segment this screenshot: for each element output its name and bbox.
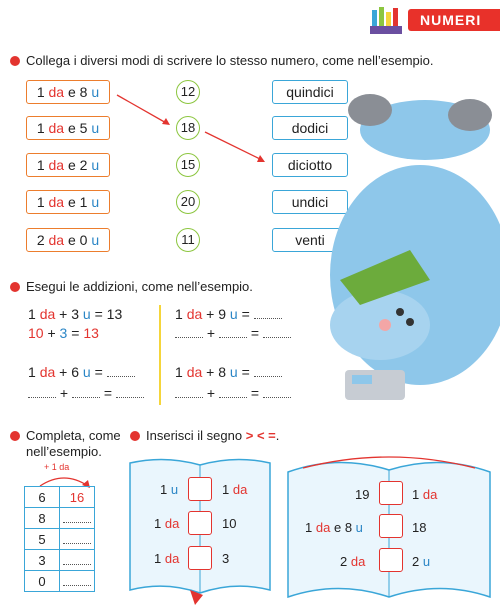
left-box: 1 da e 8 u [26,80,110,104]
sign-box[interactable] [379,514,403,538]
bullet-dot [10,282,20,292]
table-row: 6 16 [25,487,95,508]
completion-table [24,486,95,592]
compare-right: 1 da [222,482,248,497]
compare-left: 1 u [160,482,179,497]
header-title: NUMERI [420,12,482,28]
number-circle: 15 [176,153,200,177]
word-box: undici [272,190,348,214]
sign-box[interactable] [188,546,212,570]
sign-box[interactable] [379,548,403,572]
left-box: 1 da e 2 u [26,153,110,177]
divider-line [159,305,161,405]
arrow-label: + 1 da [44,462,70,472]
compare-left: 1 da [154,551,180,566]
compare-right: 1 da [412,487,438,502]
exercise3-instruction: Completa, come [26,428,121,443]
compare-left: 1 da [154,516,180,531]
answer-line[interactable]: + = [175,385,291,401]
example-line-1: 1 da + 3 u = 13 [28,306,123,322]
sign-box[interactable] [188,477,212,501]
left-box: 1 da e 5 u [26,116,110,140]
answer-line[interactable]: + = [175,325,291,341]
addition-item: 1 da + 8 u = [175,364,282,380]
compare-right: 10 [222,516,237,531]
exercise1-instruction: Collega i diversi modi di scrivere lo stesso numero, come nell’esempio. [26,53,434,68]
word-box: quindici [272,80,348,104]
table-row: 3 [25,550,95,571]
number-circle: 20 [176,190,200,214]
exercise3-instruction-2: nell’esempio. [26,444,102,459]
mascot-illustration [300,90,500,420]
compare-left: 19 [355,487,370,502]
bullet-dot [130,431,140,441]
sign-box[interactable] [379,481,403,505]
left-box: 1 da e 1 u [26,190,110,214]
compare-left: 1 da e 8 u [305,520,363,535]
table-row: 8 [25,508,95,529]
example-line-2: 10 + 3 = 13 [28,325,99,341]
addition-item: 1 da + 9 u = [175,306,282,322]
addition-item: 1 da + 6 u = [28,364,135,380]
compare-left: 2 da [340,554,366,569]
number-circle: 11 [176,228,200,252]
word-box: diciotto [272,153,348,177]
number-circle: 18 [176,116,200,140]
word-box: dodici [272,116,348,140]
exercise4-instruction: Inserisci il segno > < =. [146,428,280,443]
compare-right: 3 [222,551,230,566]
number-circle: 12 [176,80,200,104]
table-row: 5 [25,529,95,550]
exercise2-instruction: Esegui le addizioni, come nell’esempio. [26,279,253,294]
compare-right: 2 u [412,554,431,569]
sign-box[interactable] [188,511,212,535]
bullet-dot [10,431,20,441]
answer-line[interactable]: + = [28,385,144,401]
word-box: venti [272,228,348,252]
left-box: 2 da e 0 u [26,228,110,252]
compare-right: 18 [412,520,427,535]
table-row: 0 [25,571,95,592]
